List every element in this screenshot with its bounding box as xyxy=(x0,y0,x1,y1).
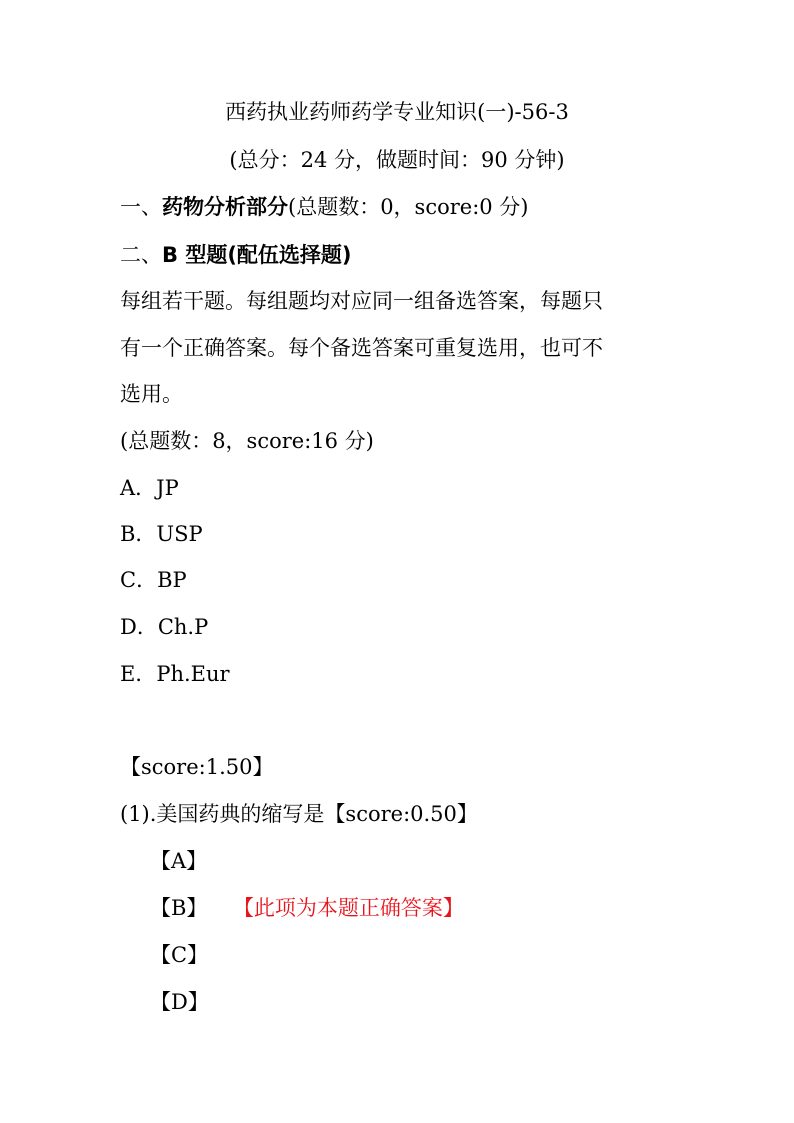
option-a: A．JP xyxy=(120,476,179,500)
answer-choice-a: 【A】 xyxy=(150,849,208,873)
option-c: C．BP xyxy=(120,568,187,592)
document-subtitle: (总分：24 分，做题时间：90 分钟) xyxy=(229,148,565,172)
instruction-line: 选用。 xyxy=(120,382,183,406)
correct-answer-note: 【此项为本题正确答案】 xyxy=(243,896,464,920)
answer-choice-b: 【B】 xyxy=(150,896,208,920)
section-1-header xyxy=(120,193,529,221)
section-1-number: 一、 xyxy=(120,195,162,219)
option-e: E．Ph.Eur xyxy=(120,662,230,686)
answer-choice-d: 【D】 xyxy=(150,990,209,1014)
option-b: B．USP xyxy=(120,522,203,546)
section-2-meta: (总题数：8，score:16 分) xyxy=(120,429,374,453)
option-d: D．Ch.P xyxy=(120,615,209,639)
answer-choice-c: 【C】 xyxy=(150,943,209,967)
instruction-line: 每组若干题。每组题均对应同一组备选答案，每题只 xyxy=(120,289,603,313)
answer-choice-b-row xyxy=(150,894,464,922)
section-2-heading: B 型题(配伍选择题) xyxy=(162,243,352,267)
instruction-line: 有一个正确答案。每个备选答案可重复选用，也可不 xyxy=(120,336,603,360)
section-1-heading: 药物分析部分 xyxy=(162,195,288,219)
section-2-number: 二、 xyxy=(120,243,162,267)
question-1-stem: (1).美国药典的缩写是【score:0.50】 xyxy=(120,802,478,826)
group-score: 【score:1.50】 xyxy=(120,755,274,779)
section-2-header xyxy=(120,241,352,269)
document-title: 西药执业药师药学专业知识(一)-56-3 xyxy=(225,100,569,124)
section-1-meta: (总题数：0，score:0 分) xyxy=(288,195,529,219)
